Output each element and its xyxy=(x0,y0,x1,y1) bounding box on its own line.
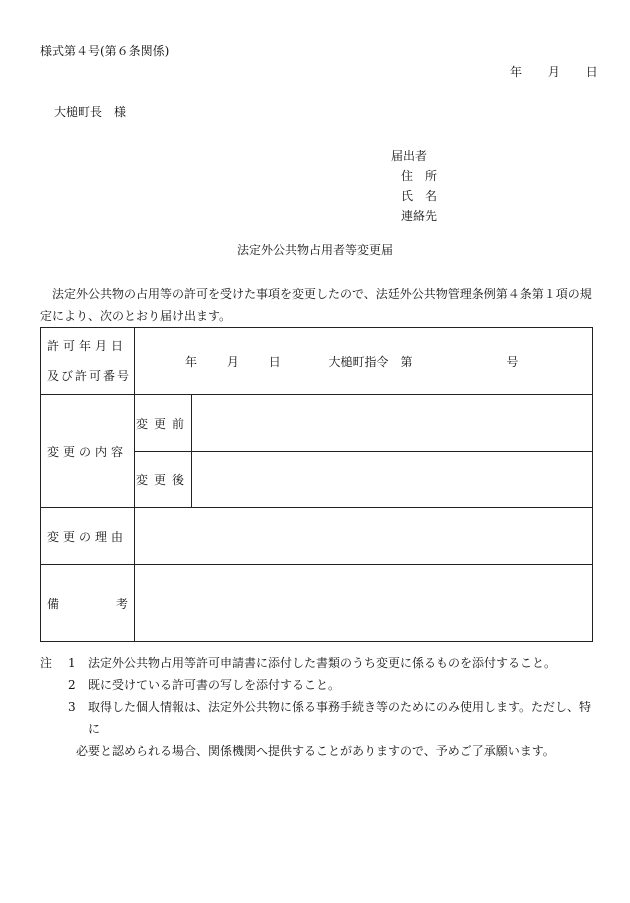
after-label: 変更後 xyxy=(135,452,192,508)
notes-prefix: 注 xyxy=(40,656,53,670)
before-value-cell[interactable] xyxy=(192,395,593,452)
permit-month: 月 xyxy=(226,354,239,369)
change-form-table xyxy=(40,327,593,642)
note-number: 2 xyxy=(68,678,76,692)
reason-row xyxy=(41,508,593,565)
permit-label-cell xyxy=(41,328,135,395)
applicant-name-label: 氏 名 xyxy=(401,189,438,203)
form-number: 様式第４号(第６条関係) xyxy=(40,44,170,58)
applicant-heading: 届出者 xyxy=(391,149,428,163)
remarks-char-2: 考 xyxy=(115,596,128,611)
applicant-contact-label: 連絡先 xyxy=(401,209,438,223)
note-text: 既に受けている許可書の写しを添付すること。 xyxy=(88,678,341,692)
remarks-char-1: 備 xyxy=(47,596,60,611)
remarks-label xyxy=(41,595,134,612)
permit-year: 年 xyxy=(185,354,198,369)
change-content-label: 変更の内容 xyxy=(41,395,135,508)
date-day: 日 xyxy=(585,65,598,79)
date-year: 年 xyxy=(510,65,523,79)
remarks-row xyxy=(41,565,593,642)
note-text: 取得した個人情報は、法定外公共物に係る事務手続き等のためにのみ使用します。ただし、特に xyxy=(88,700,592,736)
reason-value-cell[interactable] xyxy=(135,508,593,565)
applicant-block xyxy=(391,146,437,226)
body-text: 法定外公共物の占用等の許可を受けた事項を変更したので、法廷外公共物管理条例第４条第１項の規定により、次のとおり届け出ます。 xyxy=(40,287,592,323)
document-title: 法定外公共物占用者等変更届 xyxy=(236,243,393,257)
before-label: 変更前 xyxy=(135,395,192,452)
permit-row xyxy=(41,328,593,395)
permit-number-label: 号 xyxy=(506,354,519,369)
reason-label: 変更の理由 xyxy=(41,508,135,565)
date-month: 月 xyxy=(547,65,560,79)
permit-label-line2: 及び許可番号 xyxy=(47,369,132,383)
after-value-cell[interactable] xyxy=(192,452,593,508)
date-line xyxy=(510,66,598,78)
remarks-value-cell[interactable] xyxy=(135,565,593,642)
note-item xyxy=(40,696,595,740)
notes-section xyxy=(40,652,595,762)
note-continuation: 必要と認められる場合、関係機関へ提供することがありますので、予めご了承願います。 xyxy=(76,744,555,758)
note-item xyxy=(40,674,595,696)
permit-label-line1: 許可年月日 xyxy=(47,339,128,353)
note-number: 3 xyxy=(68,700,76,714)
permit-designation: 大槌町指令 第 xyxy=(328,354,413,369)
applicant-address-label: 住 所 xyxy=(401,169,438,183)
note-item xyxy=(40,652,595,674)
permit-value-cell[interactable] xyxy=(135,328,593,395)
note-number: 1 xyxy=(68,656,76,670)
change-before-row xyxy=(41,395,593,452)
permit-day: 日 xyxy=(268,354,281,369)
remarks-label-cell xyxy=(41,565,135,642)
note-text: 法定外公共物占用等許可申請書に添付した書類のうち変更に係るものを添付すること。 xyxy=(88,656,557,670)
addressee: 大槌町長 様 xyxy=(54,105,127,119)
